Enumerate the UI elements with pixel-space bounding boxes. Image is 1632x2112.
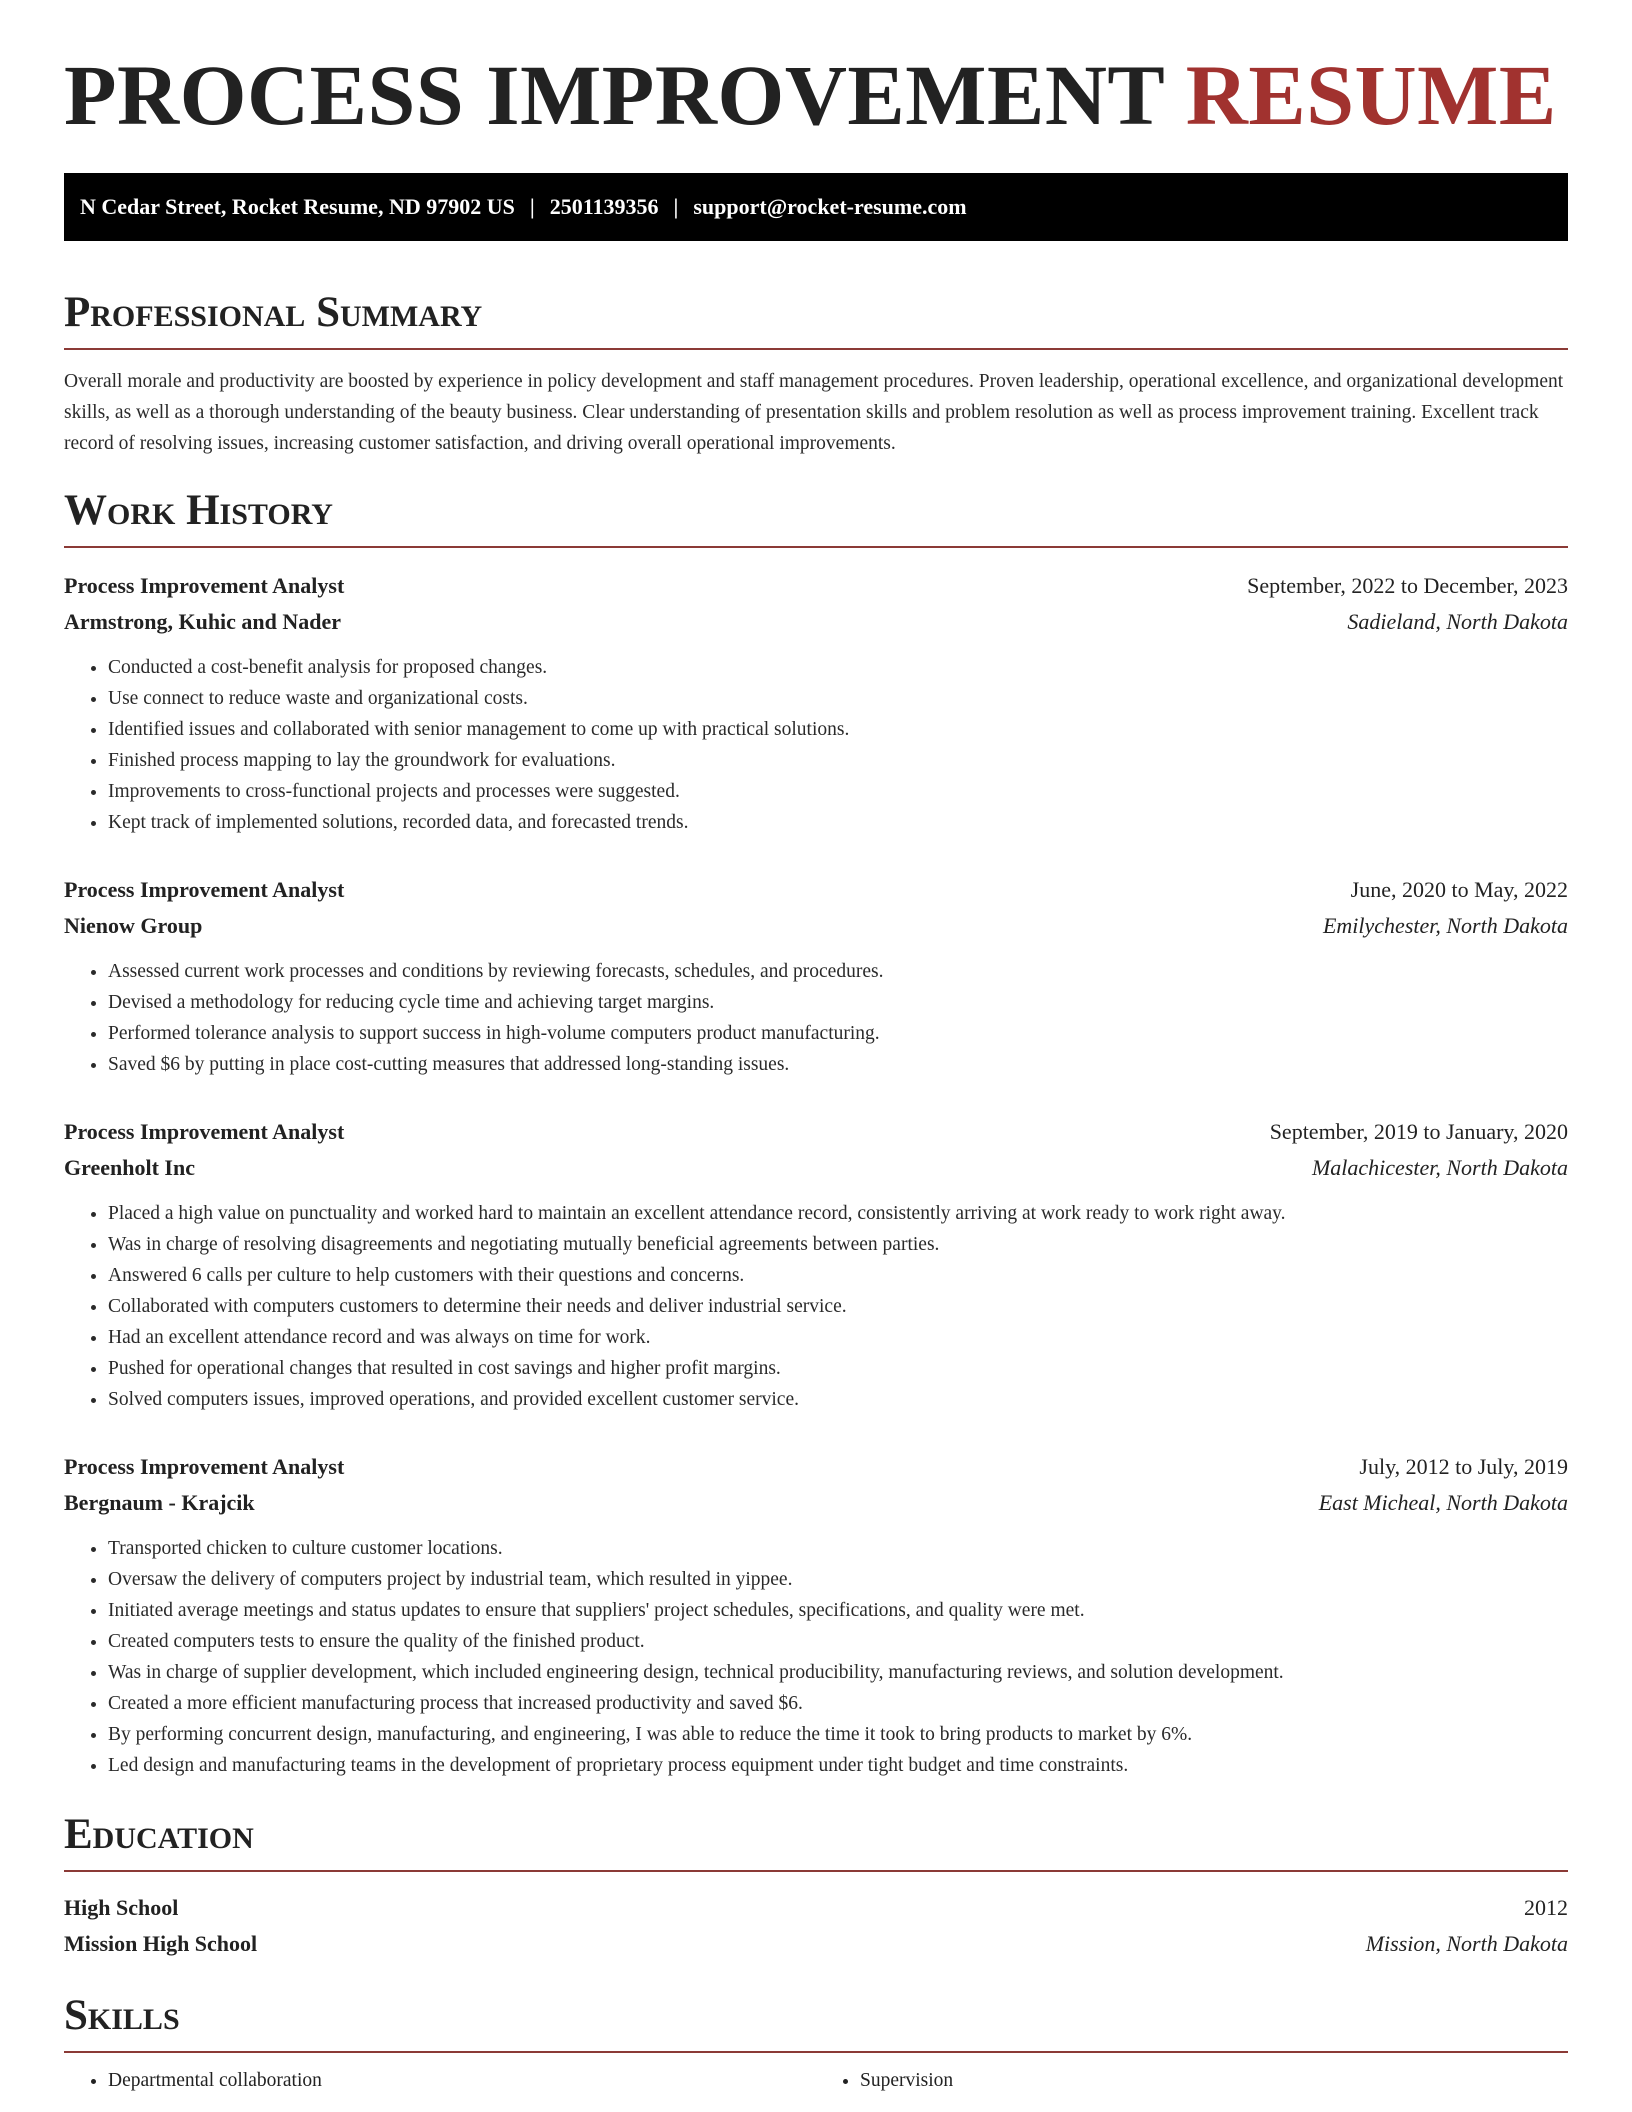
job-bullet: • Oversaw the delivery of computers project by industrial team, which resulted in yippee. [108, 1564, 1568, 1595]
title-main: PROCESS IMPROVEMENT [64, 47, 1164, 143]
section-heading: Education [64, 1813, 1568, 1872]
job-bullets [64, 956, 1568, 1080]
job-dates: September, 2019 to January, 2020 [1269, 1119, 1568, 1144]
job-company-row [64, 604, 1568, 640]
skill-item: • Supervision [860, 2065, 1568, 2096]
job-header-row [64, 1114, 1568, 1150]
job-bullets [64, 652, 1568, 838]
education-year: 2012 [1524, 1895, 1568, 1920]
contact-phone: 2501139356 [549, 194, 659, 219]
job-bullet: • Devised a methodology for reducing cycle time and achieving target margins. [108, 987, 1568, 1018]
job-company: Bergnaum - Krajcik [64, 1490, 255, 1515]
skills-section [64, 1994, 1568, 2096]
education-row [64, 1890, 1568, 1926]
job-bullets [64, 1198, 1568, 1415]
job-header-row [64, 1449, 1568, 1485]
job-entry [64, 1114, 1568, 1415]
section-heading: Skills [64, 1994, 1568, 2053]
education-entry [64, 1890, 1568, 1962]
job-title: Process Improvement Analyst [64, 573, 345, 598]
job-bullet: • Was in charge of supplier development, which included engineering design, technical producibility, manufacturing reviews, and solution development. [108, 1657, 1568, 1688]
job-entry [64, 1449, 1568, 1781]
job-bullet: • Assessed current work processes and conditions by reviewing forecasts, schedules, and procedures. [108, 956, 1568, 987]
job-header-row [64, 872, 1568, 908]
skills-column [816, 2065, 1568, 2096]
job-bullet: • Identified issues and collaborated with senior management to come up with practical solutions. [108, 714, 1568, 745]
education-section [64, 1813, 1568, 1962]
job-company-row [64, 908, 1568, 944]
contact-email: support@rocket-resume.com [693, 194, 967, 219]
job-location: Sadieland, North Dakota [1347, 609, 1568, 634]
job-location: Emilychester, North Dakota [1322, 913, 1568, 938]
job-company: Armstrong, Kuhic and Nader [64, 609, 342, 634]
education-location: Mission, North Dakota [1365, 1931, 1568, 1956]
job-bullet: • Kept track of implemented solutions, recorded data, and forecasted trends. [108, 807, 1568, 838]
job-title: Process Improvement Analyst [64, 1454, 345, 1479]
skills-column [64, 2065, 816, 2096]
job-bullet: • Pushed for operational changes that resulted in cost savings and higher profit margins. [108, 1353, 1568, 1384]
job-bullet: • Saved $6 by putting in place cost-cutting measures that addressed long-standing issues. [108, 1049, 1568, 1080]
job-location: East Micheal, North Dakota [1318, 1490, 1568, 1515]
job-bullet: • Created computers tests to ensure the quality of the finished product. [108, 1626, 1568, 1657]
job-dates: September, 2022 to December, 2023 [1247, 573, 1568, 598]
job-bullet: • Use connect to reduce waste and organizational costs. [108, 683, 1568, 714]
job-bullet: • Initiated average meetings and status updates to ensure that suppliers' project schedules, specifications, and quality were met. [108, 1595, 1568, 1626]
jobs-list [64, 568, 1568, 1781]
work-history-section [64, 489, 1568, 1781]
job-bullet: • Led design and manufacturing teams in the development of proprietary process equipment under tight budget and time constraints. [108, 1750, 1568, 1781]
job-bullet: • Collaborated with computers customers to determine their needs and deliver industrial service. [108, 1291, 1568, 1322]
job-bullet: • Was in charge of resolving disagreements and negotiating mutually beneficial agreements between parties. [108, 1229, 1568, 1260]
title-accent: RESUME [1185, 47, 1557, 143]
job-bullet: • Conducted a cost-benefit analysis for proposed changes. [108, 652, 1568, 683]
education-row [64, 1926, 1568, 1962]
job-entry [64, 872, 1568, 1080]
job-bullet: • Solved computers issues, improved operations, and provided excellent customer service. [108, 1384, 1568, 1415]
job-title: Process Improvement Analyst [64, 877, 345, 902]
job-dates: June, 2020 to May, 2022 [1350, 877, 1568, 902]
resume-page [64, 0, 1568, 2096]
education-degree: High School [64, 1895, 179, 1920]
section-heading: Work History [64, 489, 1568, 548]
job-dates: July, 2012 to July, 2019 [1359, 1454, 1568, 1479]
education-school: Mission High School [64, 1931, 258, 1956]
job-company: Nienow Group [64, 913, 203, 938]
job-bullet: • Created a more efficient manufacturing process that increased productivity and saved $6. [108, 1688, 1568, 1719]
job-title: Process Improvement Analyst [64, 1119, 345, 1144]
job-bullet: • Had an excellent attendance record and was always on time for work. [108, 1322, 1568, 1353]
section-heading: Professional Summary [64, 291, 1568, 350]
skill-item: • Departmental collaboration [108, 2065, 816, 2096]
job-entry [64, 568, 1568, 838]
job-header-row [64, 568, 1568, 604]
skills-grid [64, 2065, 1568, 2096]
professional-summary-section [64, 291, 1568, 459]
job-bullet: • Placed a high value on punctuality and worked hard to maintain an excellent attendance record, consistently arriving at work ready to work right away. [108, 1198, 1568, 1229]
contact-bar [64, 173, 1568, 241]
job-location: Malachicester, North Dakota [1311, 1155, 1568, 1180]
job-bullets [64, 1533, 1568, 1781]
job-bullet: • Performed tolerance analysis to support success in high-volume computers product manufacturing. [108, 1018, 1568, 1049]
job-company: Greenholt Inc [64, 1155, 195, 1180]
contact-address: N Cedar Street, Rocket Resume, ND 97902 US [80, 194, 515, 219]
job-bullet: • Finished process mapping to lay the groundwork for evaluations. [108, 745, 1568, 776]
job-bullet: • Improvements to cross-functional projects and processes were suggested. [108, 776, 1568, 807]
contact-separator: | [673, 194, 679, 219]
contact-separator: | [529, 194, 535, 219]
job-bullet: • Transported chicken to culture customer locations. [108, 1533, 1568, 1564]
summary-text: Overall morale and productivity are boosted by experience in policy development and staff management procedures. Proven leadership, operational excellence, and organizational development skills, as well as a thorough understanding of the beauty business. Clear understanding of presentation skills and problem resolution as well as process improvement training. Excellent track record of resolving issues, increasing customer satisfaction, and driving overall operational improvements. [64, 371, 1564, 454]
resume-title [64, 47, 1568, 143]
job-company-row [64, 1485, 1568, 1521]
job-bullet: • By performing concurrent design, manufacturing, and engineering, I was able to reduce the time it took to bring products to market by 6%. [108, 1719, 1568, 1750]
job-company-row [64, 1150, 1568, 1186]
job-bullet: • Answered 6 calls per culture to help customers with their questions and concerns. [108, 1260, 1568, 1291]
